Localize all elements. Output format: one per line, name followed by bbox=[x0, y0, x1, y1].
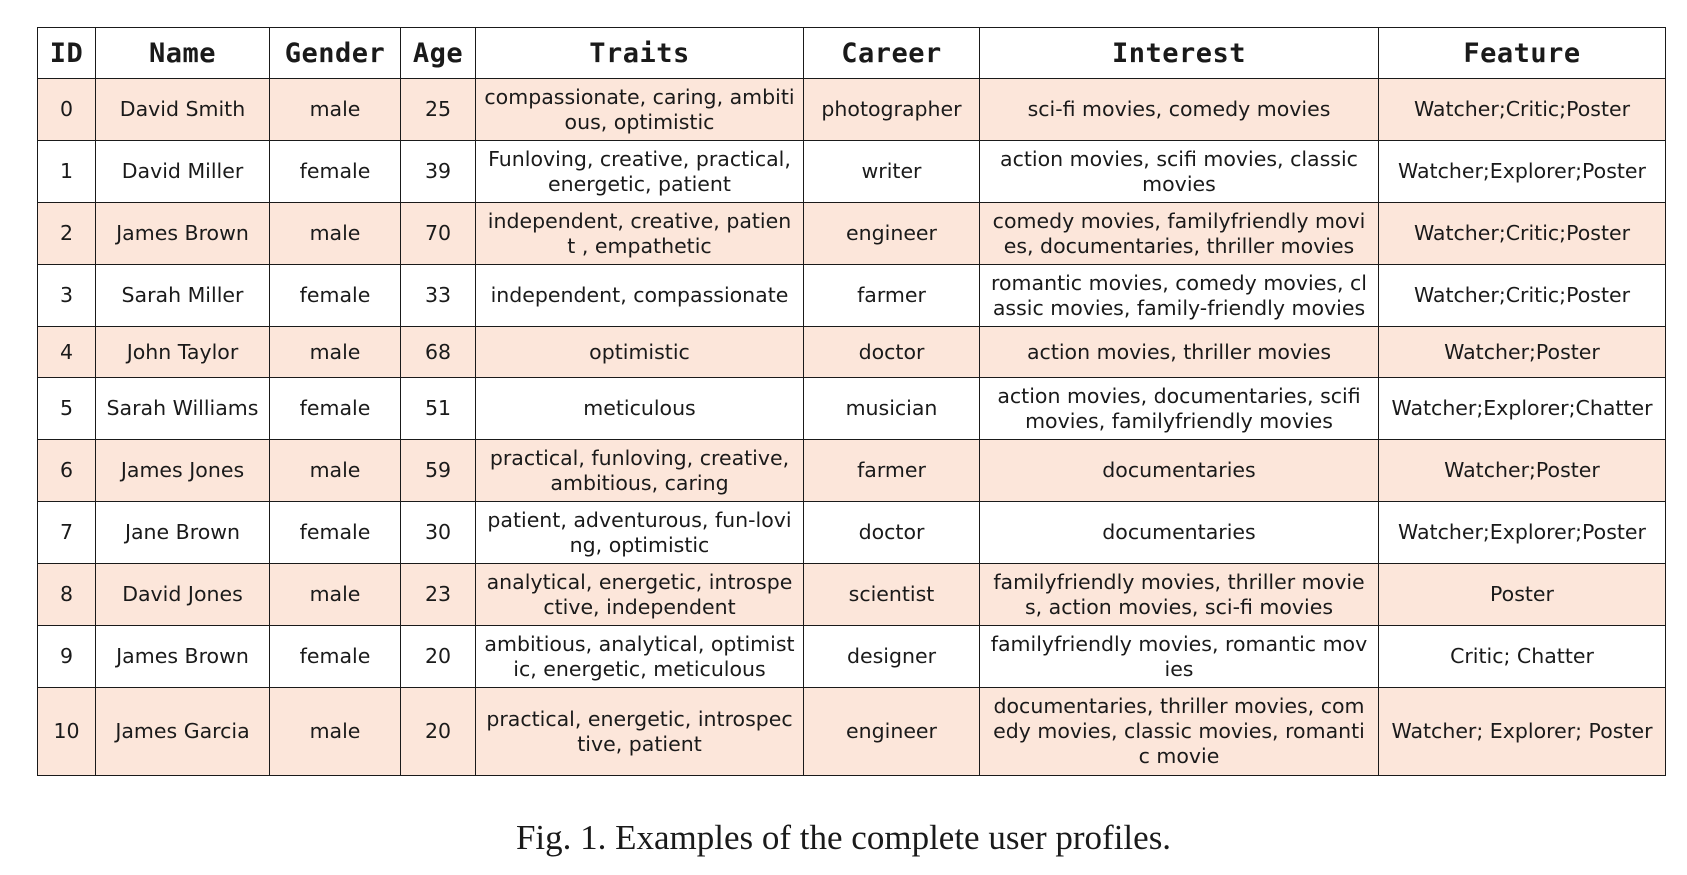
cell-gender: female bbox=[270, 626, 401, 688]
cell-gender: female bbox=[270, 502, 401, 564]
cell-id: 4 bbox=[38, 327, 96, 378]
cell-career: doctor bbox=[804, 327, 980, 378]
cell-age: 33 bbox=[401, 265, 476, 327]
table-row bbox=[38, 440, 1666, 502]
table-row bbox=[38, 502, 1666, 564]
header-gender: Gender bbox=[270, 28, 401, 79]
cell-age: 59 bbox=[401, 440, 476, 502]
cell-id: 2 bbox=[38, 203, 96, 265]
cell-interest: comedy movies, familyfriendly movies, documentaries, thriller movies bbox=[980, 203, 1379, 265]
cell-age: 39 bbox=[401, 141, 476, 203]
cell-feature: Watcher;Explorer;Poster bbox=[1379, 141, 1666, 203]
cell-feature: Critic; Chatter bbox=[1379, 626, 1666, 688]
cell-career: writer bbox=[804, 141, 980, 203]
cell-career: farmer bbox=[804, 265, 980, 327]
cell-name: Jane Brown bbox=[96, 502, 270, 564]
cell-id: 3 bbox=[38, 265, 96, 327]
cell-feature: Watcher;Poster bbox=[1379, 327, 1666, 378]
cell-gender: male bbox=[270, 327, 401, 378]
cell-gender: male bbox=[270, 564, 401, 626]
cell-gender: female bbox=[270, 141, 401, 203]
cell-traits: analytical, energetic, introspective, independent bbox=[476, 564, 804, 626]
cell-name: John Taylor bbox=[96, 327, 270, 378]
cell-traits: practical, energetic, introspective, patient bbox=[476, 688, 804, 776]
table-row bbox=[38, 688, 1666, 776]
cell-career: designer bbox=[804, 626, 980, 688]
cell-gender: male bbox=[270, 688, 401, 776]
cell-feature: Poster bbox=[1379, 564, 1666, 626]
header-name: Name bbox=[96, 28, 270, 79]
cell-age: 30 bbox=[401, 502, 476, 564]
cell-traits: practical, funloving, creative, ambitious, caring bbox=[476, 440, 804, 502]
header-career: Career bbox=[804, 28, 980, 79]
cell-traits: independent, compassionate bbox=[476, 265, 804, 327]
cell-name: David Miller bbox=[96, 141, 270, 203]
cell-id: 7 bbox=[38, 502, 96, 564]
cell-interest: documentaries bbox=[980, 502, 1379, 564]
cell-gender: female bbox=[270, 265, 401, 327]
cell-career: musician bbox=[804, 378, 980, 440]
cell-career: engineer bbox=[804, 203, 980, 265]
cell-interest: romantic movies, comedy movies, classic movies, family-friendly movies bbox=[980, 265, 1379, 327]
cell-id: 5 bbox=[38, 378, 96, 440]
cell-feature: Watcher; Explorer; Poster bbox=[1379, 688, 1666, 776]
cell-id: 9 bbox=[38, 626, 96, 688]
cell-career: farmer bbox=[804, 440, 980, 502]
cell-feature: Watcher;Critic;Poster bbox=[1379, 79, 1666, 141]
cell-interest: sci-fi movies, comedy movies bbox=[980, 79, 1379, 141]
table-row bbox=[38, 327, 1666, 378]
cell-traits: meticulous bbox=[476, 378, 804, 440]
cell-interest: action movies, thriller movies bbox=[980, 327, 1379, 378]
cell-name: James Brown bbox=[96, 626, 270, 688]
table-row bbox=[38, 564, 1666, 626]
cell-career: photographer bbox=[804, 79, 980, 141]
cell-name: David Jones bbox=[96, 564, 270, 626]
cell-age: 70 bbox=[401, 203, 476, 265]
cell-age: 68 bbox=[401, 327, 476, 378]
table-row bbox=[38, 141, 1666, 203]
table-row bbox=[38, 203, 1666, 265]
cell-interest: familyfriendly movies, romantic movies bbox=[980, 626, 1379, 688]
cell-career: engineer bbox=[804, 688, 980, 776]
cell-gender: male bbox=[270, 203, 401, 265]
cell-feature: Watcher;Explorer;Chatter bbox=[1379, 378, 1666, 440]
header-row bbox=[38, 28, 1666, 79]
cell-interest: action movies, scifi movies, classic movies bbox=[980, 141, 1379, 203]
cell-traits: patient, adventurous, fun-loving, optimistic bbox=[476, 502, 804, 564]
cell-name: David Smith bbox=[96, 79, 270, 141]
table-row bbox=[38, 79, 1666, 141]
header-interest: Interest bbox=[980, 28, 1379, 79]
cell-traits: compassionate, caring, ambitious, optimistic bbox=[476, 79, 804, 141]
cell-feature: Watcher;Poster bbox=[1379, 440, 1666, 502]
cell-id: 10 bbox=[38, 688, 96, 776]
cell-name: Sarah Miller bbox=[96, 265, 270, 327]
cell-id: 8 bbox=[38, 564, 96, 626]
cell-traits: Funloving, creative, practical, energetic, patient bbox=[476, 141, 804, 203]
cell-age: 20 bbox=[401, 688, 476, 776]
cell-name: James Garcia bbox=[96, 688, 270, 776]
cell-name: Sarah Williams bbox=[96, 378, 270, 440]
cell-age: 51 bbox=[401, 378, 476, 440]
table-row bbox=[38, 626, 1666, 688]
cell-interest: familyfriendly movies, thriller movies, action movies, sci-fi movies bbox=[980, 564, 1379, 626]
cell-interest: action movies, documentaries, scifi movies, familyfriendly movies bbox=[980, 378, 1379, 440]
cell-feature: Watcher;Critic;Poster bbox=[1379, 265, 1666, 327]
cell-traits: optimistic bbox=[476, 327, 804, 378]
cell-name: James Brown bbox=[96, 203, 270, 265]
cell-feature: Watcher;Critic;Poster bbox=[1379, 203, 1666, 265]
header-age: Age bbox=[401, 28, 476, 79]
cell-interest: documentaries, thriller movies, comedy movies, classic movies, romantic movie bbox=[980, 688, 1379, 776]
cell-gender: female bbox=[270, 378, 401, 440]
cell-id: 6 bbox=[38, 440, 96, 502]
cell-age: 23 bbox=[401, 564, 476, 626]
header-id: ID bbox=[38, 28, 96, 79]
header-traits: Traits bbox=[476, 28, 804, 79]
table-row bbox=[38, 265, 1666, 327]
cell-age: 20 bbox=[401, 626, 476, 688]
figure-caption: Fig. 1. Examples of the complete user profiles. bbox=[515, 818, 1172, 857]
cell-feature: Watcher;Explorer;Poster bbox=[1379, 502, 1666, 564]
cell-career: doctor bbox=[804, 502, 980, 564]
cell-career: scientist bbox=[804, 564, 980, 626]
user-profiles-table bbox=[37, 27, 1666, 776]
cell-id: 1 bbox=[38, 141, 96, 203]
header-feature: Feature bbox=[1379, 28, 1666, 79]
cell-traits: ambitious, analytical, optimistic, energetic, meticulous bbox=[476, 626, 804, 688]
cell-gender: male bbox=[270, 79, 401, 141]
cell-interest: documentaries bbox=[980, 440, 1379, 502]
cell-name: James Jones bbox=[96, 440, 270, 502]
cell-age: 25 bbox=[401, 79, 476, 141]
cell-id: 0 bbox=[38, 79, 96, 141]
table-row bbox=[38, 378, 1666, 440]
cell-gender: male bbox=[270, 440, 401, 502]
cell-traits: independent, creative, patient , empathetic bbox=[476, 203, 804, 265]
